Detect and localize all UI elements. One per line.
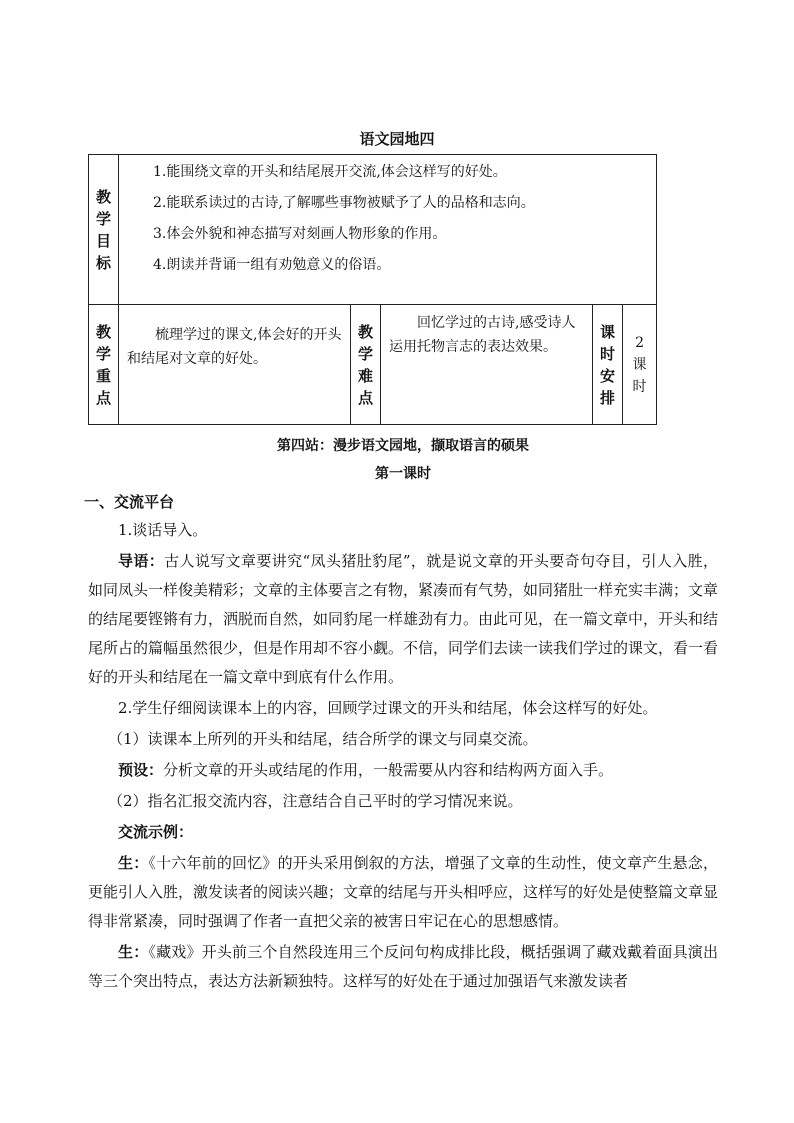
objective-item: 3.体会外貌和神态描写对刻画人物形象的作用。 — [153, 226, 447, 242]
key-points-cell: 梳理学过的课文,体会好的开头和结尾对文章的好处。 — [119, 305, 351, 425]
heading-exchange-platform: 一、交流平台 — [84, 493, 175, 511]
paragraph: 1.谈话导入。 — [118, 521, 208, 539]
paragraph-preset: 预设：分析文章的开头或结尾的作用，一般需要从内容和结构两方面入手。 — [118, 761, 614, 779]
objective-item: 1.能围绕文章的开头和结尾展开交流,体会这样写的好处。 — [153, 164, 507, 180]
objective-item: 4.朗读并背诵一组有劝勉意义的俗语。 — [153, 257, 391, 273]
paragraph: （1）读课本上所列的开头和结尾，结合所学的课文与同桌交流。 — [108, 730, 538, 748]
section-title: 第四站：漫步语文园地，撷取语言的硕果 — [277, 438, 529, 454]
paragraph-example-label: 交流示例： — [118, 823, 194, 841]
paragraph-student: 生：《藏戏》开头前三个自然段连用三个反问句构成排比段，概括强调了藏戏戴着面具演出等三个突出特点，表达方法新颖独特。这样写的好处在于通过加强语气来激发读者 — [88, 943, 718, 990]
paragraph-intro: 导语：古人说写文章要讲究“凤头猪肚豹尾”，就是说文章的开头要奇句夺目，引人入胜，如同凤头一样俊美精彩；文章的主体要言之有物，紧凑而有气势，如同猪肚一样充实丰满；文章的结尾要铿锵有力，洒脱而自然，如同豹尾一样雄劲有力。由此可见，在一篇文章中，开头和结尾所占的篇幅虽然很少，但是作用却不容小觑。不信，同学们去读一读我们学过的课文，看一看好的开头和结尾在一篇文章中到底有什么作用。 — [88, 552, 719, 686]
objectives-cell — [119, 155, 657, 305]
focus-row — [89, 305, 657, 425]
objective-item: 2.能联系读过的古诗,了解哪些事物被赋予了人的品格和志向。 — [153, 195, 535, 211]
schedule-value: 2 课 时 — [623, 305, 657, 425]
objectives-label: 教 学 目 标 — [89, 155, 119, 305]
paragraph-student: 生：《十六年前的回忆》的开头采用倒叙的方法，增强了文章的生动性，使文章产生悬念，更能引人入胜，激发读者的阅读兴趣；文章的结尾与开头相呼应，这样写的好处是使整篇文章显得非常紧凑，同时强调了作者一直把父亲的被害日牢记在心的思想感情。 — [88, 854, 719, 930]
schedule-label: 课 时 安 排 — [593, 305, 623, 425]
lesson-title: 第一课时 — [375, 466, 431, 482]
objectives-row — [89, 155, 657, 305]
difficulty-label: 教 学 难 点 — [351, 305, 381, 425]
document-body — [84, 432, 719, 998]
lesson-plan-table — [88, 154, 657, 425]
page-title: 语文园地四 — [359, 130, 435, 148]
difficulty-cell: 回忆学过的古诗,感受诗人运用托物言志的表达效果。 — [381, 305, 593, 425]
paragraph: （2）指名汇报交流内容，注意结合自己平时的学习情况来说。 — [108, 792, 523, 810]
key-points-label: 教 学 重 点 — [89, 305, 119, 425]
paragraph: 2.学生仔细阅读课本上的内容，回顾学过课文的开头和结尾，体会这样写的好处。 — [118, 699, 658, 717]
